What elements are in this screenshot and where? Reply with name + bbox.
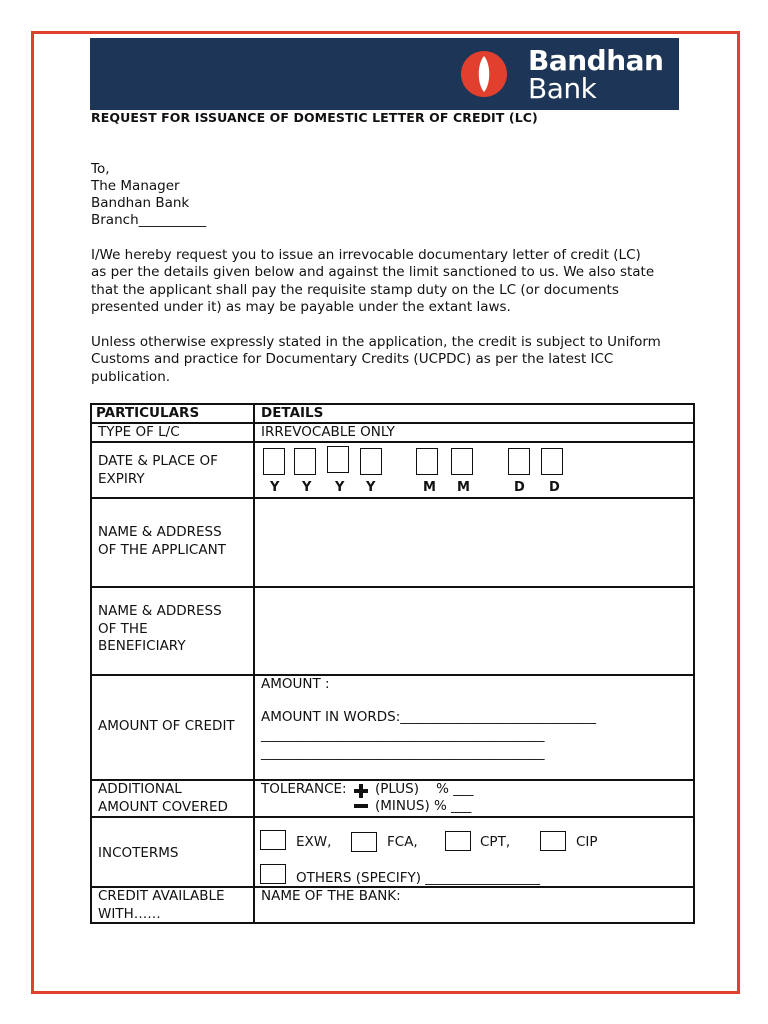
incoterm-others-field[interactable]: OTHERS (SPECIFY) _________________ [296, 870, 541, 886]
expiry-year-box-1[interactable] [263, 448, 285, 475]
row-divider [90, 674, 695, 676]
expiry-letter: M [457, 480, 470, 495]
expiry-letter: Y [366, 480, 376, 495]
incoterm-cip-label: CIP [576, 834, 598, 850]
request-paragraph: I/We hereby request you to issue an irrevocable documentary letter of credit (LC) as per the details given below and against the limit sanctioned to us. We also state that the applicant shall pay the requisite stamp duty on the LC (or documents presented under it) as may be payable under the extant laws. [91, 247, 655, 316]
incoterm-cpt-checkbox[interactable] [445, 831, 471, 851]
address-bank: Bandhan Bank [91, 195, 190, 211]
expiry-letter: Y [270, 480, 280, 495]
expiry-year-box-4[interactable] [360, 448, 382, 475]
header-details: DETAILS [261, 405, 324, 421]
amount-label: AMOUNT OF CREDIT [98, 718, 235, 734]
type-of-lc-value: IRREVOCABLE ONLY [261, 424, 395, 440]
address-branch[interactable]: Branch__________ [91, 212, 207, 228]
tolerance-minus-field[interactable]: (MINUS) % ___ [375, 798, 472, 814]
applicant-field[interactable] [256, 499, 692, 585]
expiry-day-box-1[interactable] [508, 448, 530, 475]
amount-field-label[interactable]: AMOUNT : [261, 676, 330, 692]
expiry-year-box-3[interactable] [327, 446, 349, 473]
column-divider [253, 403, 255, 924]
incoterm-fca-label: FCA, [387, 834, 418, 850]
incoterms-label: INCOTERMS [98, 845, 179, 861]
address-manager: The Manager [91, 178, 180, 194]
expiry-label: DATE & PLACE OF EXPIRY [98, 453, 218, 487]
bandhan-logo-icon [460, 50, 508, 98]
logo-text-bandhan: Bandhan [528, 44, 664, 77]
incoterm-exw-label: EXW, [296, 834, 332, 850]
applicant-label: NAME & ADDRESS OF THE APPLICANT [98, 524, 226, 558]
row-divider [90, 816, 695, 818]
expiry-letter: M [423, 480, 436, 495]
minus-icon [354, 803, 368, 809]
header-particulars: PARTICULARS [96, 405, 200, 421]
address-to: To, [91, 161, 110, 177]
lc-details-table [90, 403, 695, 924]
expiry-letter: Y [335, 480, 345, 495]
table-border-left [90, 403, 92, 924]
table-border-right [693, 403, 695, 924]
type-of-lc-label: TYPE OF L/C [98, 424, 180, 440]
amount-in-words-line[interactable]: __________________________________________ [261, 745, 545, 761]
credit-available-bank-field[interactable]: NAME OF THE BANK: [261, 888, 401, 904]
expiry-day-box-2[interactable] [541, 448, 563, 475]
beneficiary-label: NAME & ADDRESS OF THE BENEFICIARY [98, 603, 222, 654]
incoterm-others-checkbox[interactable] [260, 864, 286, 884]
expiry-letter: D [514, 480, 525, 495]
expiry-letter: D [549, 480, 560, 495]
incoterm-fca-checkbox[interactable] [351, 832, 377, 852]
logo-text-bank: Bank [528, 72, 597, 105]
plus-icon [354, 784, 368, 798]
header-banner [90, 38, 679, 110]
ucpdc-paragraph: Unless otherwise expressly stated in the application, the credit is subject to Uniform Customs and practice for Documentary Credits (UCPDC) as per the latest ICC publication. [91, 334, 661, 385]
expiry-month-box-2[interactable] [451, 448, 473, 475]
incoterm-cpt-label: CPT, [480, 834, 511, 850]
additional-amount-label: ADDITIONAL AMOUNT COVERED [98, 781, 228, 815]
amount-in-words-line[interactable]: __________________________________________ [261, 727, 545, 743]
tolerance-plus-field[interactable]: (PLUS) % ___ [375, 781, 474, 797]
beneficiary-field[interactable] [256, 588, 692, 673]
expiry-letter: Y [302, 480, 312, 495]
incoterm-cip-checkbox[interactable] [540, 831, 566, 851]
expiry-year-box-2[interactable] [294, 448, 316, 475]
credit-available-label: CREDIT AVAILABLE WITH…… [98, 888, 225, 922]
amount-in-words-field[interactable]: AMOUNT IN WORDS:_____________________________ [261, 709, 597, 725]
incoterm-exw-checkbox[interactable] [260, 830, 286, 850]
document-title: REQUEST FOR ISSUANCE OF DOMESTIC LETTER OF CREDIT (LC) [91, 110, 538, 125]
tolerance-label: TOLERANCE: [261, 781, 347, 797]
expiry-month-box-1[interactable] [416, 448, 438, 475]
